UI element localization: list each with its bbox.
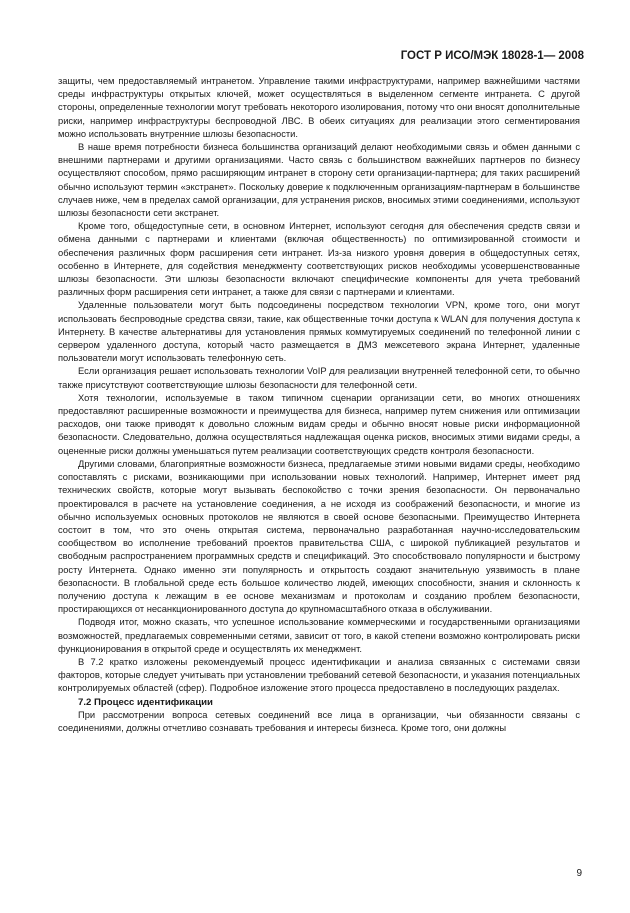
paragraph: защиты, чем предоставляемый интранетом. Управление такими инфраструктурами, например важнейшими частями среды инфраструктуры открытых ключей, может осуществляться в выделенном сегменте интранета. С другой стороны, определенные технологии могут требовать некоторого изолирования, потому что они вносят дополнительные риски, например инфраструктуры беспроводной ЛВС. В обеих ситуациях для реализации этого сегментирования можно использовать внутренние шлюзы безопасности.: [58, 76, 580, 139]
section-heading: 7.2 Процесс идентификации: [78, 696, 213, 708]
page-number: 9: [576, 868, 582, 879]
paragraph: Кроме того, общедоступные сети, в основном Интернет, используют сегодня для обеспечения средств связи и обмена данными с партнерами и клиентами (включая общественность) по оптимизированной стоимости и обеспечения различных форм расширения сети интранет. Из-за низкого уровня доверия в общедоступных сетях, особенно в Интернете, для содействия менеджменту соответствующих рисков необходимы усовершенствованные шлюзы безопасности. Эти шлюзы безопасности включают специфические компоненты для учета требований различных форм расширения сети интранет, а также для связи с партнерами и клиентами.: [58, 221, 580, 298]
document-header: ГОСТ Р ИСО/МЭК 18028-1— 2008: [400, 50, 584, 62]
paragraph: В 7.2 кратко изложены рекомендуемый процесс идентификации и анализа связанных с системами связи факторов, которые следует учитывать при установлении требований сетевой безопасности, и указания потенциальных контролируемых областей (сфер). Подробное изложение этого процесса предоставлено в последующих разделах.: [58, 656, 580, 694]
paragraph: Удаленные пользователи могут быть подсоединены посредством технологии VPN, кроме того, они могут использовать беспроводные средства связи, такие, как общественные точки доступа к WLAN для получения доступа к Интернету. В качестве альтернативы для установления прямых коммутируемых соединений по телефонной линии с сервером удаленного доступа, который часто размещается в ДМЗ межсетевого экрана Интернет, удаленные пользователи могут использовать телефонную сеть.: [58, 300, 580, 364]
paragraph: Хотя технологии, используемые в таком типичном сценарии организации сети, во многих отношениях предоставляют расширенные возможности и преимущества для бизнеса, например путем снижения или оптимизации расходов, они также приводят к довольно сложным видам среды и обычно вносят новые риски информационной безопасности. Следовательно, должна осуществляться надлежащая оценка рисков, вносимых этими видами среды, а оцененные риски должны уменьшаться путем реализации соответствующих средств контроля безопасности.: [58, 392, 580, 456]
paragraph: Другими словами, благоприятные возможности бизнеса, предлагаемые этими новыми видами среды, необходимо сопоставлять с рисками, возникающими при использовании новых технологий. Например, Интернет имеет ряд технических свойств, которые могут вызывать беспокойство с точки зрения безопасности. Он первоначально проектировался в расчете на установление соединения, а не исходя из соображений безопасности, и многие из обычно используемых основных протоколов не являются в своей основе безопасными. Преимущество Интернета состоит в том, что это очень открытая система, первоначально разработанная научно-исследовательским сообществом во исполнение требований проектов правительства США, с широкой публикацией результатов и свободным распространением программных средств и спецификаций. Это способствовало популярности и быстрому росту Интернета. Однако именно эти популярность и открытость создают значительную уязвимость в плане безопасности. В глобальной среде есть большое количество людей, имеющих способности, знания и склонность к получению доступа к лежащим в ее основе механизмам и протоколам и созданию проблем безопасности, простирающихся от несанкционированного доступа до крупномасштабного отказа в обслуживании.: [58, 458, 580, 615]
paragraph: При рассмотрении вопроса сетевых соединений все лица в организации, чьи обязанности связаны с соединениями, должны отчетливо сознавать требования и интересы бизнеса. Кроме того, они должны: [58, 709, 580, 733]
paragraph: В наше время потребности бизнеса большинства организаций делают необходимыми связь и обмен данными с внешними партнерами и другими организациями. Часто связь с большинством важнейших партнеров по бизнесу осуществляют способом, прямо расширяющим интранет в сторону сети организации-партнера; для таких расширений обычно используют термин «экстранет». Поскольку доверие к подключенным организациям-партнерам в большинстве случаев ниже, чем в пределах самой организации, для устранения рисков, вносимых этими соединениями, используют шлюзы безопасности сети экстранет.: [58, 142, 580, 219]
document-body: [58, 75, 580, 735]
paragraph: Подводя итог, можно сказать, что успешное использование коммерческими и государственными организациями возможностей, предлагаемых современными сетями, зависит от того, в какой степени возможно контролировать риски функционирования в открытой среде и осуществлять их менеджмент.: [58, 617, 580, 654]
paragraph: Если организация решает использовать технологии VoIP для реализации внутренней телефонной сети, то обычно также присутствуют соответствующие шлюзы безопасности для телефонной сети.: [58, 366, 580, 390]
